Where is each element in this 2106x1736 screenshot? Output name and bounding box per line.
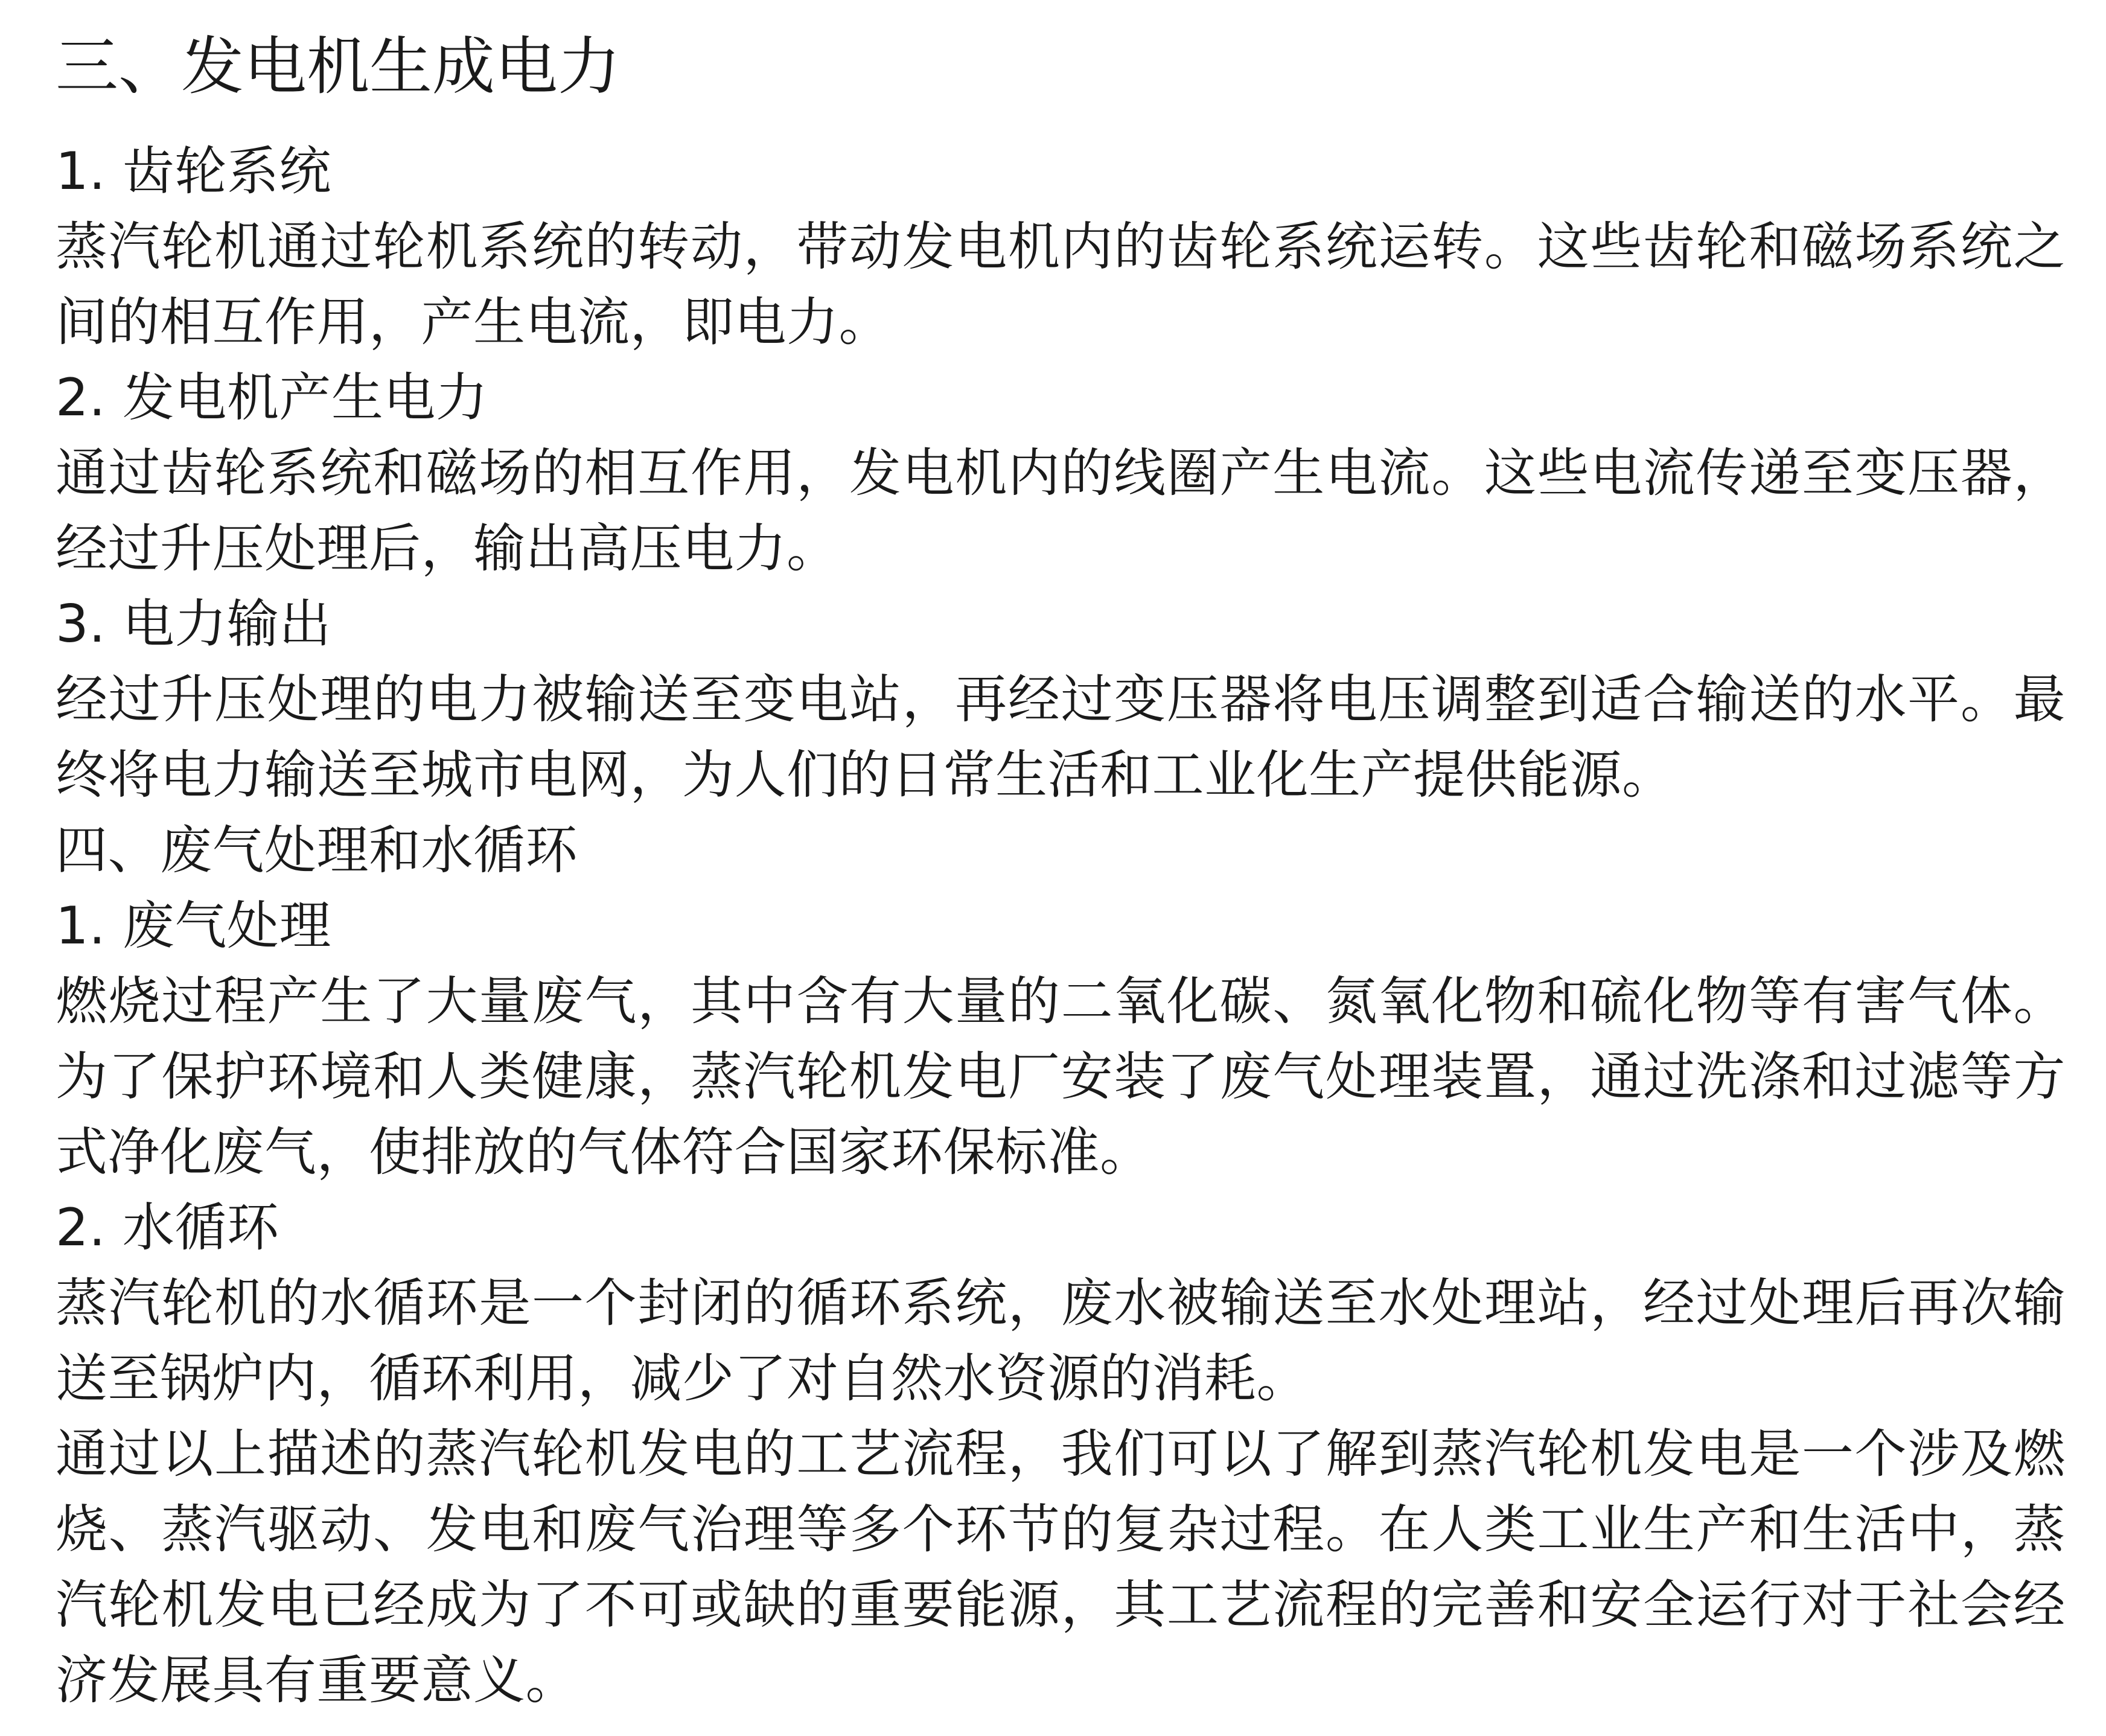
paragraph-exhaust-treatment: 燃烧过程产生了大量废气，其中含有大量的二氧化碳、氮氧化物和硫化物等有害气体。为了保护环境和人类健康，蒸汽轮机发电厂安装了废气处理装置，通过洗涤和过滤等方式净化废气，使排放的气体符合国家环保标准。 — [56, 971, 2066, 1182]
paragraph-gear-system: 蒸汽轮机通过轮机系统的转动，带动发电机内的齿轮系统运转。这些齿轮和磁场系统之间的相互作用，产生电流，即电力。 — [56, 217, 2066, 353]
paragraph-power-output: 经过升压处理的电力被输送至变电站，再经过变压器将电压调整到适合输送的水平。最终将电力输送至城市电网，为人们的日常生活和工业化生产提供能源。 — [56, 669, 2066, 805]
document-page — [56, 18, 2066, 1718]
section-heading-power-generation: 三、发电机生成电力 — [56, 30, 621, 103]
subheading-water-cycle: 2. 水循环 — [56, 1198, 279, 1258]
subheading-exhaust-treatment: 1. 废气处理 — [56, 896, 331, 956]
paragraph-water-cycle: 蒸汽轮机的水循环是一个封闭的循环系统，废水被输送至水处理站，经过处理后再次输送至锅炉内，循环利用，减少了对自然水资源的消耗。 — [56, 1273, 2066, 1409]
paragraph-generator-produces-power: 通过齿轮系统和磁场的相互作用，发电机内的线圈产生电流。这些电流传递至变压器，经过升压处理后，输出高压电力。 — [56, 443, 2066, 579]
paragraph-conclusion: 通过以上描述的蒸汽轮机发电的工艺流程，我们可以了解到蒸汽轮机发电是一个涉及燃烧、蒸汽驱动、发电和废气治理等多个环节的复杂过程。在人类工业生产和生活中，蒸汽轮机发电已经成为了不可或缺的重要能源，其工艺流程的完善和安全运行对于社会经济发展具有重要意义。 — [56, 1424, 2066, 1711]
subheading-power-output: 3. 电力输出 — [56, 594, 331, 654]
subheading-gear-system: 1. 齿轮系统 — [56, 141, 331, 202]
subheading-generator-produces-power: 2. 发电机产生电力 — [56, 368, 488, 428]
section-heading-exhaust-and-water: 四、废气处理和水循环 — [56, 820, 578, 881]
